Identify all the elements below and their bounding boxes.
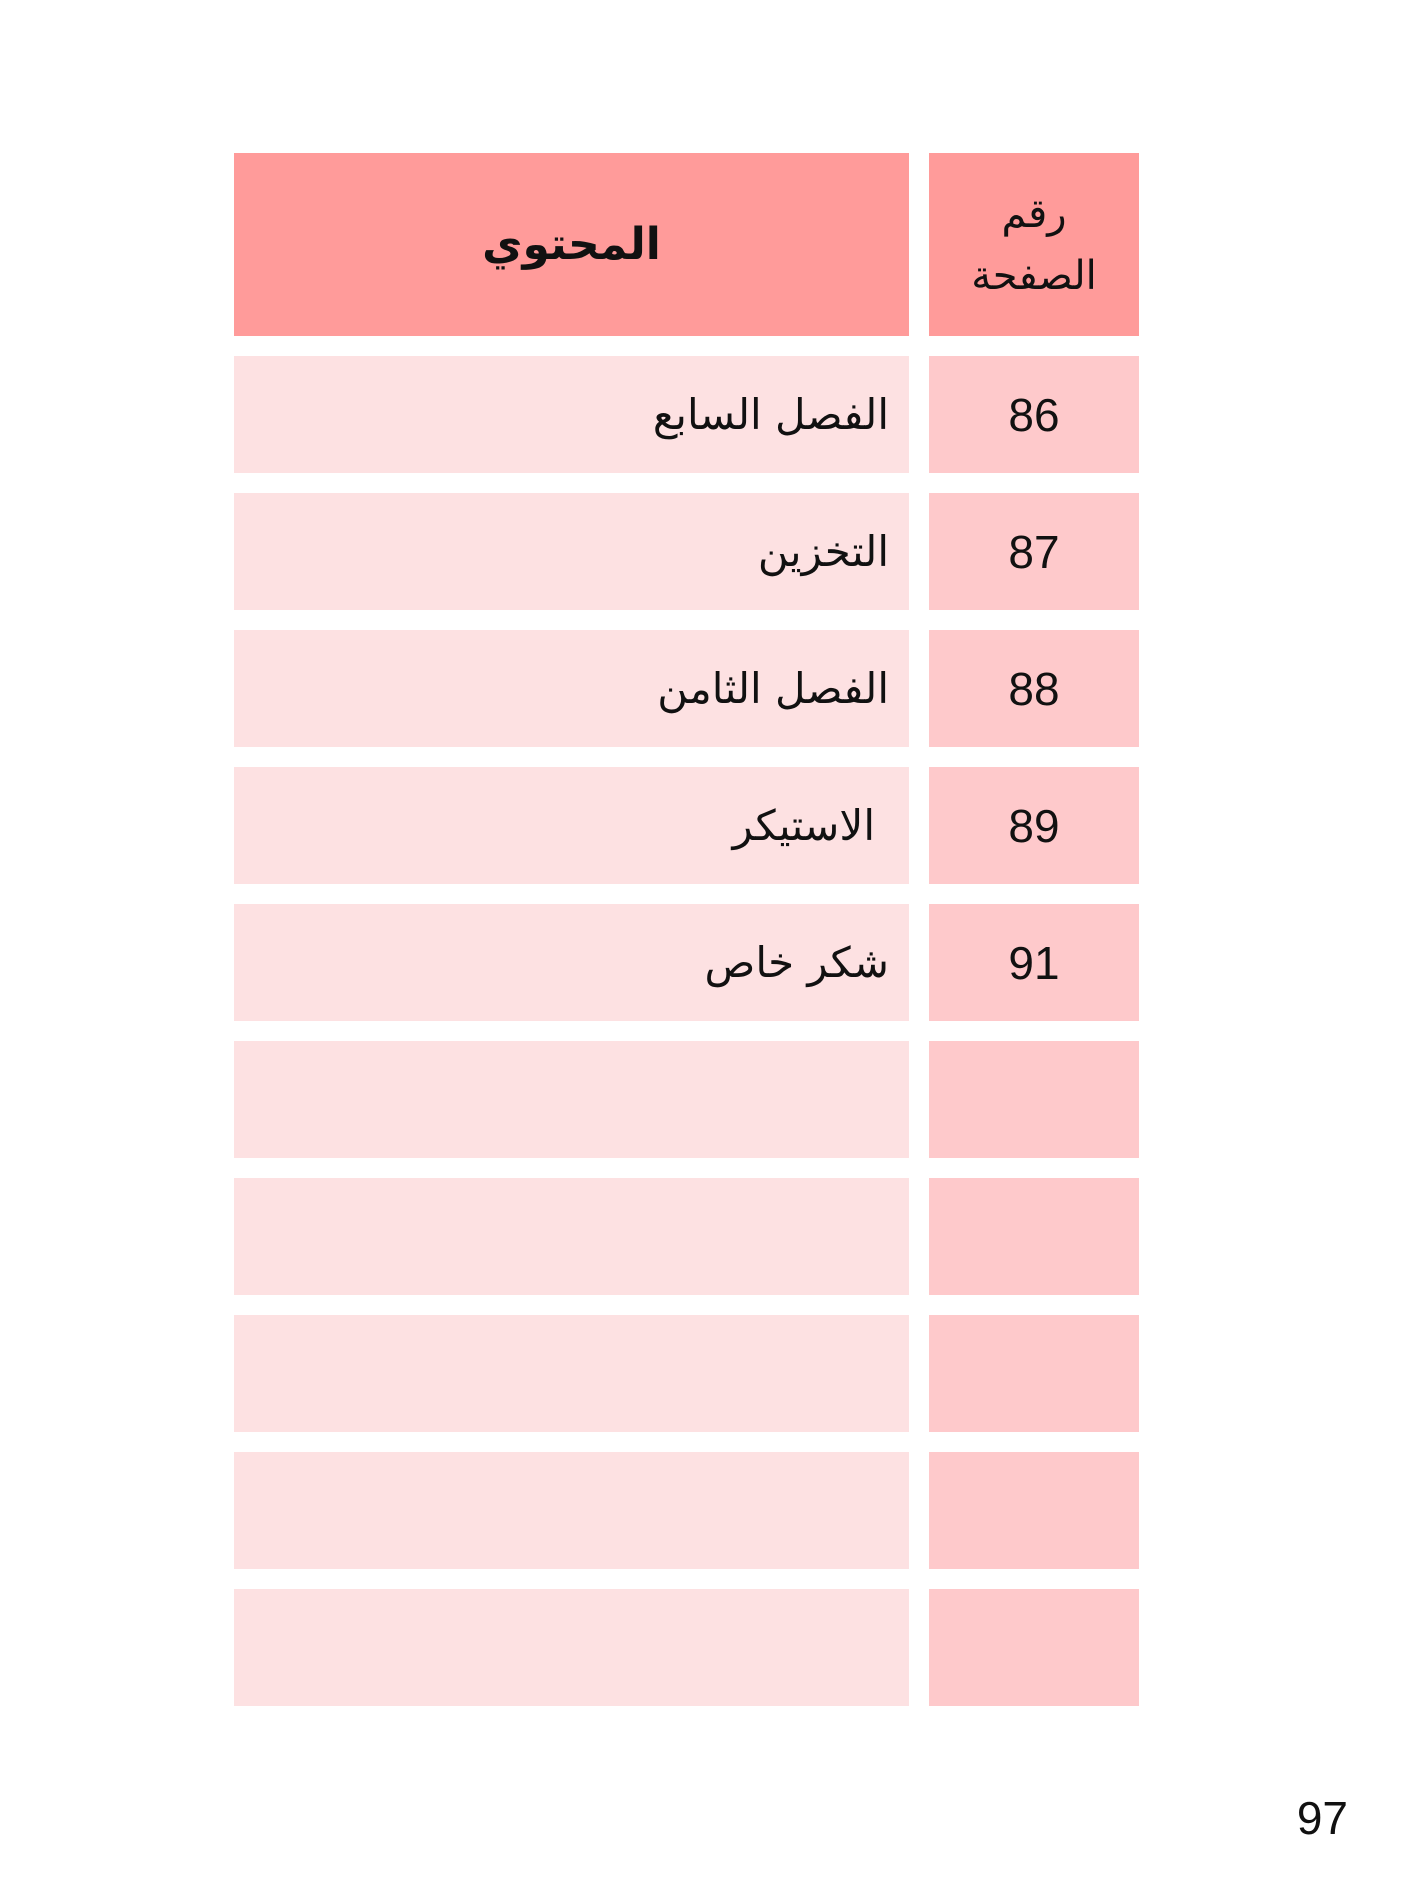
table-row — [234, 1041, 1139, 1158]
content-cell — [234, 1041, 909, 1158]
content-text: الفصل السابع — [652, 390, 889, 439]
table-row — [234, 1589, 1139, 1706]
table-row — [234, 1178, 1139, 1295]
table-row — [234, 630, 1139, 747]
content-header-label: المحتوي — [482, 219, 661, 270]
footer-page-number: 97 — [1296, 1792, 1348, 1844]
content-header-cell — [234, 153, 909, 336]
content-cell — [234, 356, 909, 473]
page-cell — [929, 1178, 1139, 1295]
table-row — [234, 1452, 1139, 1569]
table-row — [234, 767, 1139, 884]
page-cell — [929, 1589, 1139, 1706]
content-cell — [234, 1452, 909, 1569]
table-row — [234, 1315, 1139, 1432]
page-cell — [929, 904, 1139, 1021]
table-row — [234, 356, 1139, 473]
page-number-text: 88 — [1008, 662, 1060, 715]
content-cell — [234, 904, 909, 1021]
content-cell — [234, 493, 909, 610]
page-cell — [929, 767, 1139, 884]
page-cell — [929, 1452, 1139, 1569]
page-number-text: 87 — [1008, 525, 1060, 578]
page-cell — [929, 356, 1139, 473]
table-row — [234, 904, 1139, 1021]
page-cell — [929, 1041, 1139, 1158]
page-number-text: 89 — [1008, 799, 1060, 852]
page-cell — [929, 1315, 1139, 1432]
content-cell — [234, 1178, 909, 1295]
page-cell — [929, 493, 1139, 610]
table-of-contents — [234, 153, 1139, 1726]
content-text: التخزين — [757, 527, 889, 576]
content-text: الاستيكر — [732, 801, 875, 850]
page-header-label-line2: الصفحة — [971, 252, 1097, 299]
page-number-text: 86 — [1008, 388, 1060, 441]
page-number-text: 91 — [1008, 936, 1060, 989]
content-cell — [234, 1315, 909, 1432]
content-cell — [234, 767, 909, 884]
content-text: الفصل الثامن — [657, 664, 889, 713]
content-text: شكر خاص — [704, 938, 889, 987]
content-cell — [234, 630, 909, 747]
page-header-label-line1: رقم — [1001, 190, 1067, 237]
page-number-header-cell — [929, 153, 1139, 336]
table-row — [234, 493, 1139, 610]
page-cell — [929, 630, 1139, 747]
table-header-row — [234, 153, 1139, 336]
content-cell — [234, 1589, 909, 1706]
